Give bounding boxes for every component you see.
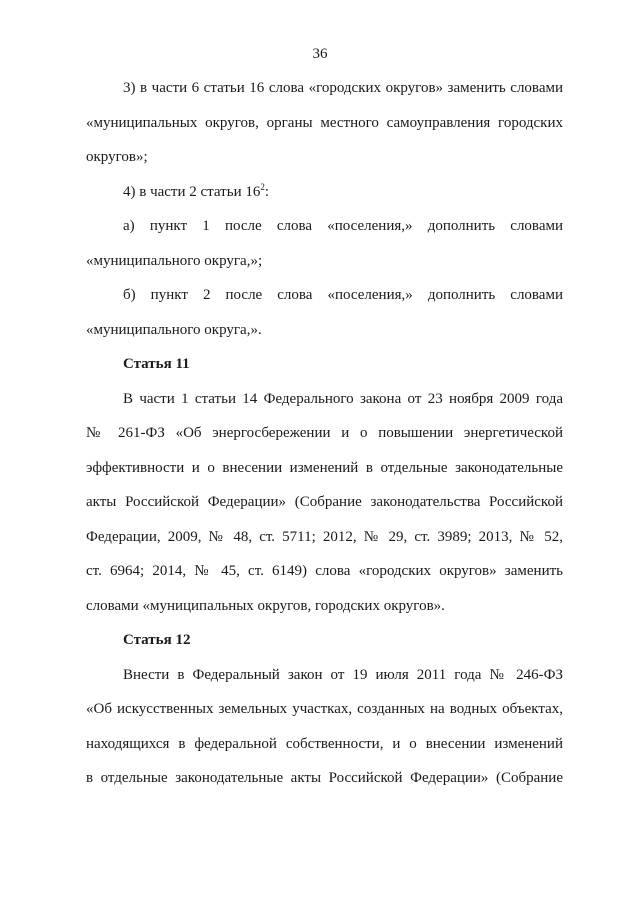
text-line-content: «муниципального округа,»; xyxy=(86,252,263,269)
text-suffix: : xyxy=(264,183,270,200)
text-line xyxy=(86,557,563,592)
text-line-content: № 261-ФЗ «Об энергосбережении и о повышении энергетической xyxy=(86,425,563,441)
text-line xyxy=(86,419,563,454)
text-line-content: а) пункт 1 после слова «поселения,» дополнить словами xyxy=(123,218,563,234)
text-line xyxy=(86,143,563,178)
text-line-content: словами «муниципальных округов, городских округов». xyxy=(86,597,445,614)
text-line-content: 4) в части 2 статьи 16 xyxy=(123,183,261,200)
text-line-content: в отдельные законодательные акты Российской Федерации» (Собрание xyxy=(86,770,563,786)
text-line xyxy=(86,523,563,558)
page-number: 36 xyxy=(312,46,328,62)
text-line-content: Внести в Федеральный закон от 19 июля 2011 года № 246-ФЗ xyxy=(123,666,563,683)
text-line xyxy=(86,592,563,627)
text-line-content: эффективности и о внесении изменений в отдельные законодательные xyxy=(86,459,563,476)
text-line-content: Федерации, 2009, № 48, ст. 5711; 2012, № 29, ст. 3989; 2013, № 52, xyxy=(86,528,563,545)
text-line-content: б) пункт 2 после слова «поселения,» дополнить словами xyxy=(123,287,563,303)
text-line xyxy=(86,212,563,247)
text-line-content: В части 1 статьи 14 Федерального закона от 23 ноября 2009 года xyxy=(123,390,563,407)
text-line-content: акты Российской Федерации» (Собрание законодательства Российской xyxy=(86,494,563,510)
text-line xyxy=(86,385,563,420)
text-line xyxy=(86,454,563,489)
text-line xyxy=(86,764,563,799)
article-heading: Статья 12 xyxy=(123,632,191,648)
text-line-content: ст. 6964; 2014, № 45, ст. 6149) слова «городских округов» заменить xyxy=(86,563,563,579)
text-line-content: «Об искусственных земельных участках, созданных на водных объектах, xyxy=(86,701,563,717)
document-body xyxy=(86,74,563,799)
text-line-content: округов»; xyxy=(86,149,148,165)
text-line-content: находящихся в федеральной собственности, и о внесении изменений xyxy=(86,735,563,752)
text-line xyxy=(86,74,563,109)
text-line xyxy=(86,109,563,144)
text-line xyxy=(86,247,563,282)
text-line xyxy=(86,178,563,213)
text-line-content: «муниципального округа,». xyxy=(86,321,262,338)
text-line xyxy=(86,730,563,765)
text-line xyxy=(86,695,563,730)
superscript: 2 xyxy=(260,181,265,192)
text-line xyxy=(86,661,563,696)
text-line-content: 3) в части 6 статьи 16 слова «городских округов» заменить словами xyxy=(123,80,563,96)
article-heading: Статья 11 xyxy=(123,356,190,372)
text-line-content: «муниципальных округов, органы местного самоуправления городских xyxy=(86,114,563,131)
text-line xyxy=(86,281,563,316)
text-line xyxy=(86,488,563,523)
text-line xyxy=(86,316,563,351)
